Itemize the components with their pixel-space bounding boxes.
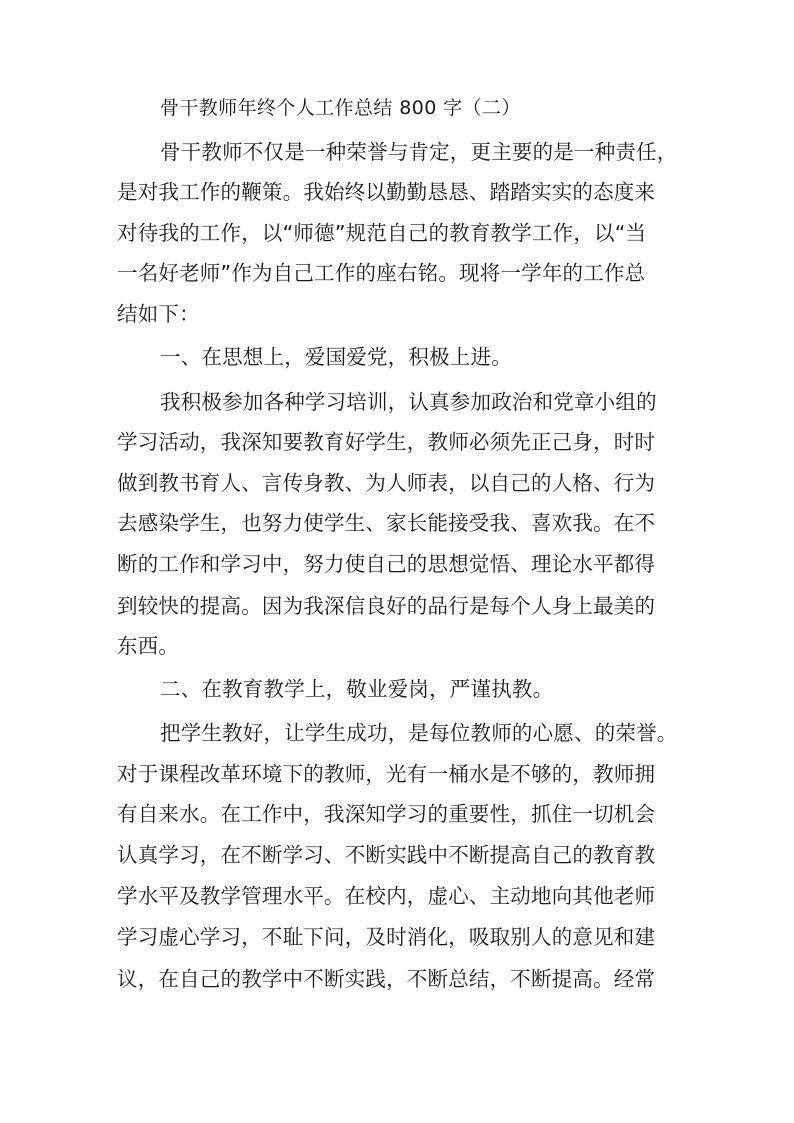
paragraph-line: 认真学习，在不断学习、不断实践中不断提高自己的教育教 — [117, 843, 656, 867]
paragraph-line: 做到教书育人、言传身教、为人师表，以自己的人格、行为 — [117, 471, 656, 495]
paragraph-line: 一名好老师”作为自己工作的座右铭。现将一学年的工作总 — [117, 261, 646, 285]
paragraph-line: 骨干教师不仅是一种荣誉与肯定，更主要的是一种责任， — [160, 140, 678, 164]
paragraph-line: 学习活动，我深知要教育好学生，教师必须先正己身，时时 — [117, 430, 656, 454]
document-title: 骨干教师年终个人工作总结 800 字（二） — [160, 97, 521, 119]
paragraph-line: 有自来水。在工作中，我深知学习的重要性，抓住一切机会 — [117, 802, 656, 826]
paragraph-line: 断的工作和学习中，努力使自己的思想觉悟、理论水平都得 — [117, 552, 656, 576]
paragraph-line: 把学生教好，让学生成功，是每位教师的心愿、的荣誉。 — [160, 721, 678, 745]
paragraph-line: 议，在自己的教学中不断实践，不断总结，不断提高。经常 — [117, 967, 656, 991]
paragraph-line: 东西。 — [117, 634, 180, 658]
paragraph-line: 对于课程改革环境下的教师，光有一桶水是不够的，教师拥 — [117, 762, 656, 786]
section-heading: 一、在思想上，爱国爱党，积极上进。 — [160, 345, 512, 369]
paragraph-line: 我积极参加各种学习培训，认真参加政治和党章小组的 — [160, 390, 657, 414]
paragraph-line: 到较快的提高。因为我深信良好的品行是每个人身上最美的 — [117, 594, 656, 618]
paragraph-line: 对待我的工作，以“师德”规范自己的教育教学工作，以“当 — [117, 221, 647, 245]
paragraph-line: 结如下： — [117, 302, 200, 326]
paragraph-line: 学水平及教学管理水平。在校内，虚心、主动地向其他老师 — [117, 884, 656, 908]
paragraph-line: 学习虚心学习，不耻下问，及时消化，吸取别人的意见和建 — [117, 925, 656, 949]
paragraph-line: 是对我工作的鞭策。我始终以勤勤恳恳、踏踏实实的态度来 — [117, 180, 656, 204]
paragraph-line: 去感染学生，也努力使学生、家长能接受我、喜欢我。在不 — [117, 511, 656, 535]
section-heading: 二、在教育教学上，敬业爱岗，严谨执教。 — [160, 677, 554, 701]
